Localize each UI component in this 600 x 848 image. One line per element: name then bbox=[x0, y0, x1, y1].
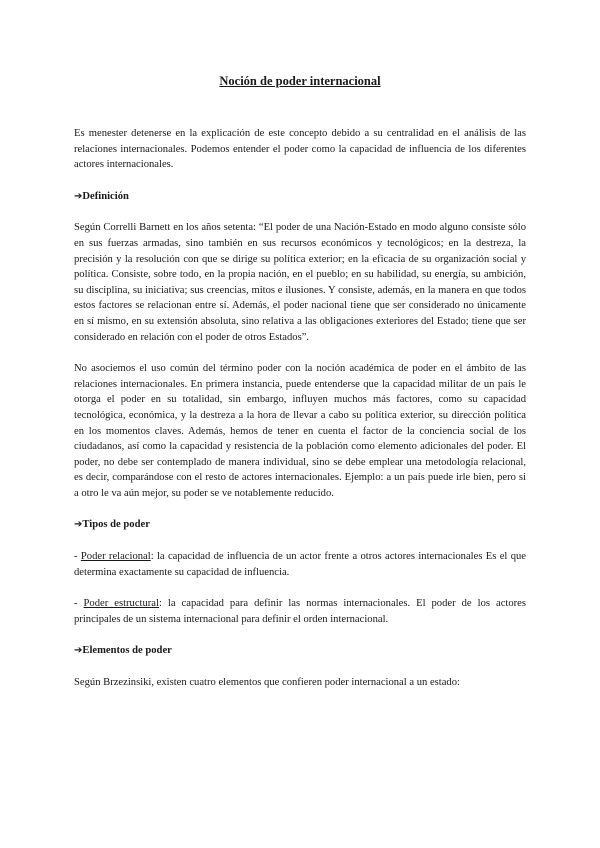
intro-paragraph: Es menester detenerse en la explicación de este concepto debido a su centralidad en el análisis de las relaciones internacionales. Podemos entender el poder como la capacidad de influencia de los diferentes actores internacionales. bbox=[74, 128, 526, 171]
section-heading-label: Tipos de poder bbox=[82, 519, 150, 531]
elementos-body-paragraph: Según Brzezinsiki, existen cuatro elementos que confieren poder internacional a un estado: bbox=[74, 677, 460, 689]
list-dash: - bbox=[74, 598, 84, 610]
section-heading-elementos bbox=[74, 643, 526, 659]
term-definition: : la capacidad de influencia de un actor frente a otros actores internacionales Es el que determina exactamente su capacidad de influencia. bbox=[74, 551, 526, 578]
section-heading-label: Elementos de poder bbox=[82, 645, 172, 657]
term-definition: : la capacidad para definir las normas internacionales. El poder de los actores principales de un sistema internacional para definir el orden internacional. bbox=[74, 598, 526, 625]
barnett-quote-paragraph: Según Correlli Barnett en los años setenta: “El poder de una Nación-Estado en modo alguno consiste sólo en sus fuerzas armadas, sino también en sus recursos económicos y tecnológicos; en la destreza, la precisión y la resolución con que se dirige su política exterior; en la eficacia de su organización social y política. Consiste, sobre todo, en la propia nación, en el pueblo; en su habilidad, su energía, su ambición, su disciplina, su iniciativa; sus creencias, mitos e ilusiones. Y consiste, además, en la manera en que todos estos factores se relacionan entre sí. Además, el poder nacional tiene que ser considerado no únicamente en sí mismo, en su extensión absoluta, sino relativa a las obligaciones exteriores del Estado; tiene que ser considerado en relación con el poder de otros Estados”. bbox=[74, 222, 526, 343]
arrow-right-icon: ➔ bbox=[74, 519, 83, 531]
page-title: Noción de poder internacional bbox=[219, 74, 381, 88]
list-dash: - bbox=[74, 551, 81, 563]
tipo-poder-estructural bbox=[74, 596, 526, 627]
term-poder-relacional: Poder relacional bbox=[80, 551, 151, 563]
section-heading-label: Definición bbox=[82, 190, 129, 202]
section-heading-tipos bbox=[74, 517, 526, 533]
tipo-poder-relacional bbox=[74, 549, 526, 580]
arrow-right-icon: ➔ bbox=[74, 645, 83, 657]
definicion-body-paragraph: No asociemos el uso común del término poder con la noción académica de poder en el ámbito de las relaciones internacionales. En primera instancia, puede entenderse que la capacidad militar de un país le otorga el poder en su totalidad, sin embargo, influyen muchos más factores, como su capacidad tecnológica, económica, y la destreza a la hora de llevar a cabo su política exterior, su dirección política en los momentos claves. Además, hemos de tener en cuenta el factor de la conciencia social de los ciudadanos, así como la capacidad y resistencia de la población como elemento adicionales del poder. El poder, no debe ser contemplado de manera individual, sino se debe emplear una metodología relacional, es decir, comparándose con el resto de actores internacionales. Ejemplo: a un país puede irle bien, pero si a otro le va aún mejor, su poder se ve notablemente reducido. bbox=[74, 363, 526, 499]
arrow-right-icon: ➔ bbox=[74, 190, 83, 202]
section-heading-definicion bbox=[74, 189, 526, 205]
term-poder-estructural: Poder estructural bbox=[83, 598, 159, 610]
document-page bbox=[74, 72, 526, 707]
